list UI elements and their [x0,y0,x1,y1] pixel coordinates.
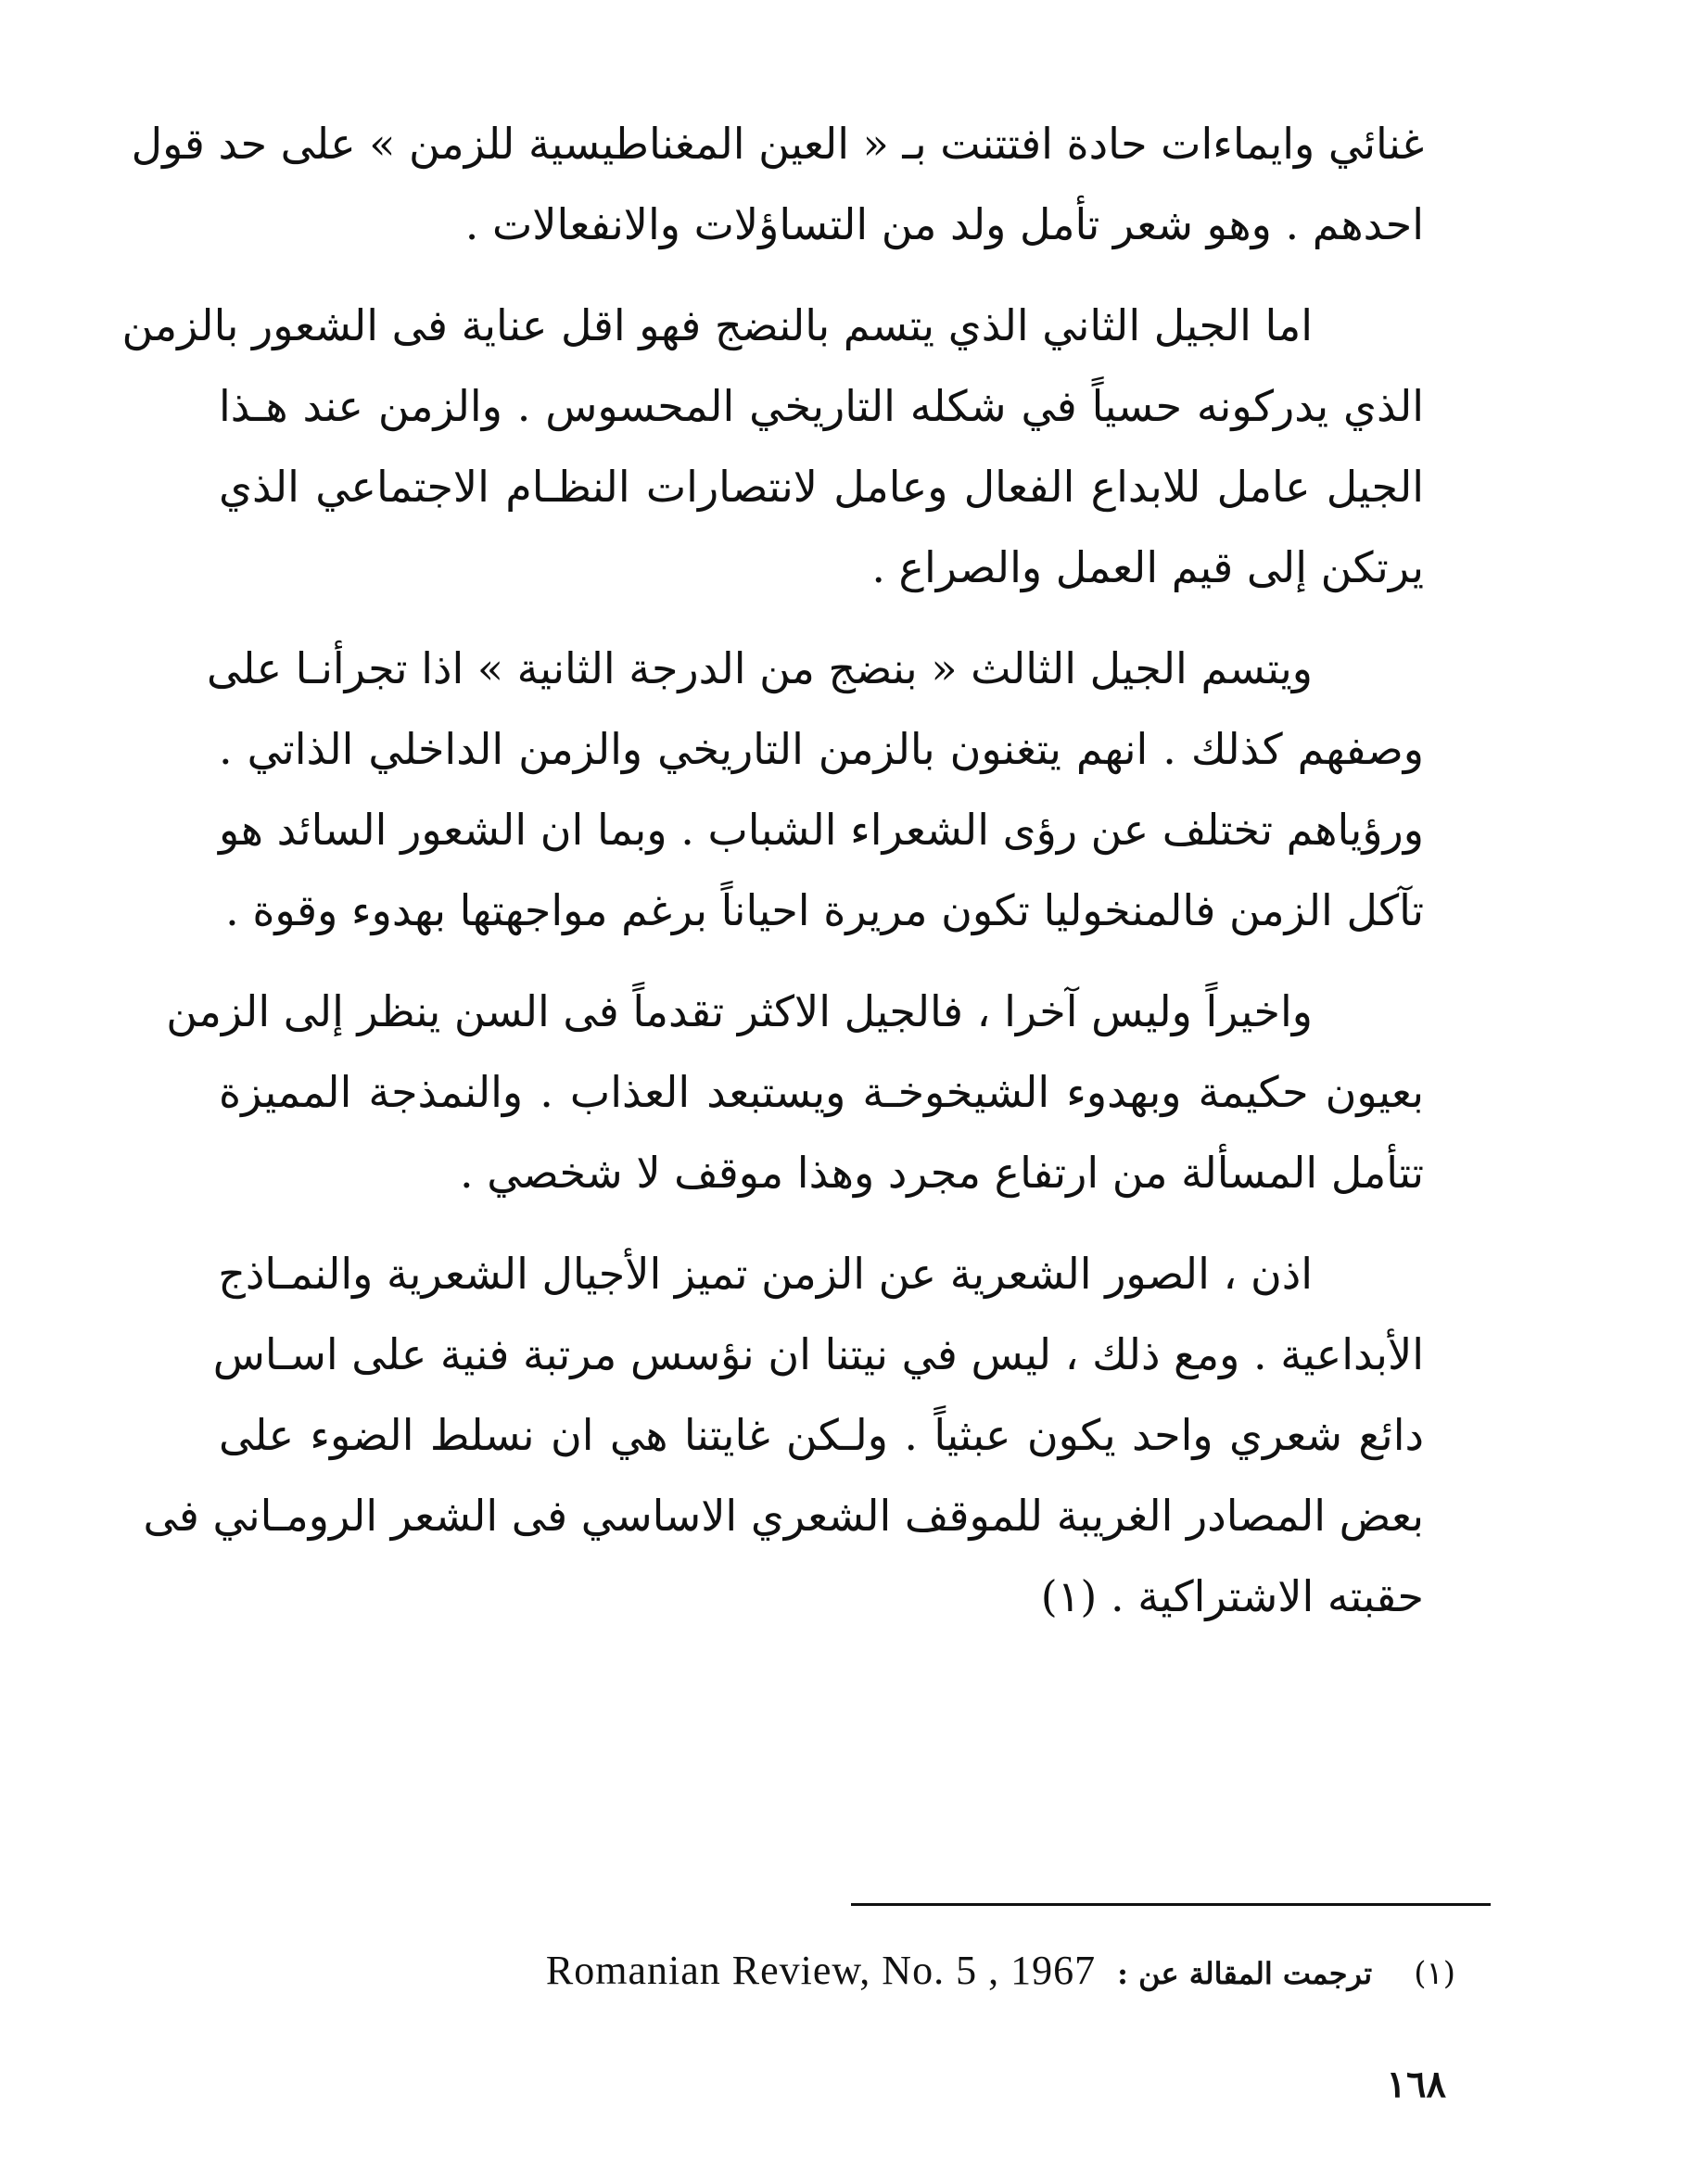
text-line: احدهم . وهو شعر تأمل ولد من التساؤلات والانفعالات . [464,199,1424,249]
paragraph-1 [131,104,1424,265]
text-line: اما الجيل الثاني الذي يتسم بالنضج فهو اقل عناية فى الشعور بالزمن [121,300,1313,350]
text-line: ورؤياهم تختلف عن رؤى الشعراء الشباب . وبما ان الشعور السائد هو [219,805,1424,855]
paragraph-4 [166,971,1424,1213]
text-line: يرتكن إلى قيم العمل والصراع . [871,542,1424,592]
footnote-label: ترجمت المقالة عن : [1117,1956,1373,1991]
text-line: الذي يدركونه حسياً في شكله التاريخي المحسوس . والزمن عند هـذا [219,381,1424,431]
text-line: حقبته الاشتراكية . (١) [1040,1571,1424,1621]
text-line: الأبداعية . ومع ذلك ، ليس في نيتنا ان نؤسس مرتبة فنية على اسـاس [212,1329,1424,1379]
text-line: ويتسم الجيل الثالث « بنضج من الدرجة الثانية » اذا تجرأنـا على [207,643,1313,693]
text-line: بعيون حكيمة وبهدوء الشيخوخـة ويستبعد العذاب . والنمذجة المميزة [219,1067,1424,1117]
footnote-source: Romanian Review, No. 5 , 1967 [545,1948,1097,1993]
paragraph-3 [207,629,1424,951]
footnote-marker: (١) [1414,1955,1455,1992]
text-line: الجيل عامل للابداع الفعال وعامل لانتصارات النظـام الاجتماعي الذي [219,462,1424,512]
text-line: غنائي وايماءات حادة افتتنت بـ « العين المغناطيسية للزمن » على حد قول [131,119,1424,169]
paragraph-5 [143,1234,1424,1637]
text-line: اذن ، الصور الشعرية عن الزمن تميز الأجيال الشعرية والنمـاذج [218,1249,1313,1299]
text-line: وصفهم كذلك . انهم يتغنون بالزمن التاريخي والزمن الداخلي الذاتي . [219,724,1424,774]
footnote [389,1947,1455,1994]
text-line: بعض المصادر الغريبة للموقف الشعري الاساسي فى الشعر الرومـاني فى [143,1491,1424,1541]
article-body [121,104,1424,1657]
paragraph-2 [121,286,1424,608]
footnote-divider [851,1903,1491,1906]
text-line: تآكل الزمن فالمنخوليا تكون مريرة احياناً برغم مواجهتها بهدوء وقوة . [225,885,1424,935]
text-line: تتأمل المسألة من ارتفاع مجرد وهذا موقف لا شخصي . [459,1148,1424,1198]
text-line: واخيراً وليس آخرا ، فالجيل الاكثر تقدماً فى السن ينظر إلى الزمن [166,986,1313,1036]
page-number: ١٦٨ [1386,2063,1446,2106]
text-line: دائع شعري واحد يكون عبثياً . ولـكن غايتنا هي ان نسلط الضوء على [219,1410,1424,1460]
